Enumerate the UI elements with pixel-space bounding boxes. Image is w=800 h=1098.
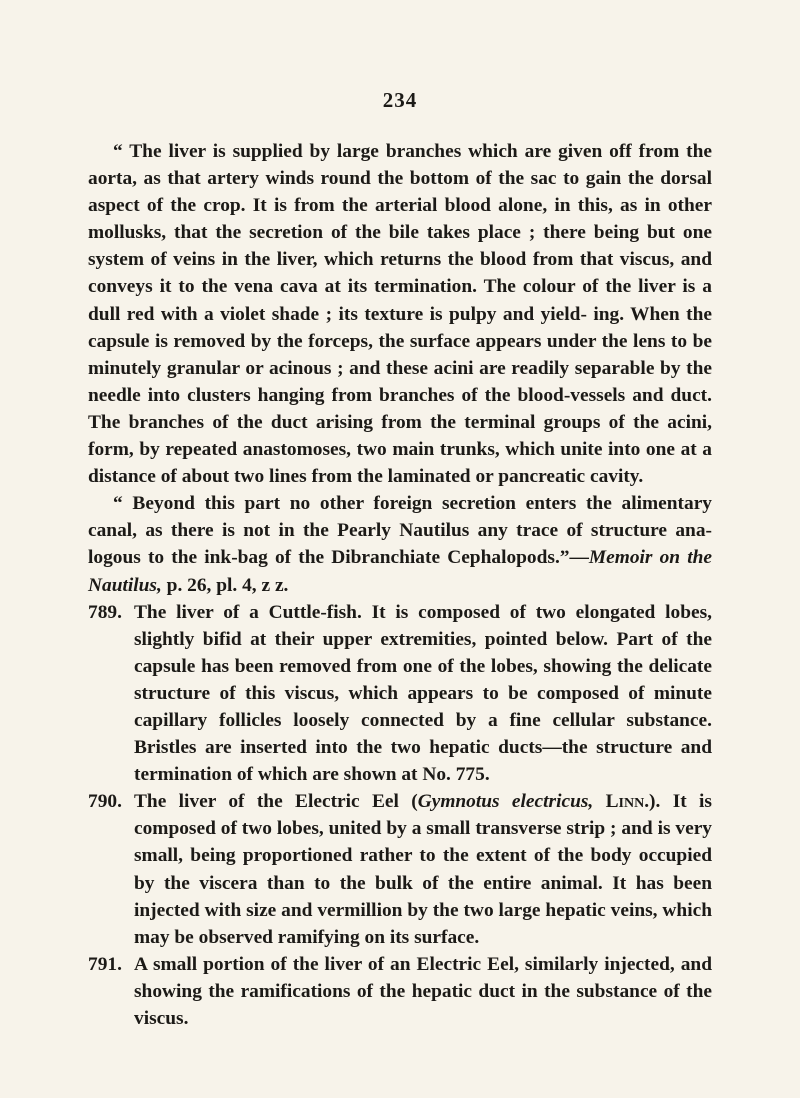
quote-paragraph-secretion (88, 490, 712, 598)
species-name: Gymnotus electricus, (417, 791, 594, 813)
species-author: Linn. (593, 791, 650, 813)
entry-789 (88, 599, 712, 789)
memoir-citation: Memoir on the Nautilus, (88, 547, 712, 596)
entry-text-before: The liver of the Electric Eel ( (134, 791, 418, 813)
entry-number: 790. (88, 791, 122, 813)
body-text (88, 138, 712, 1032)
page-number: 234 (382, 88, 418, 112)
entry-number: 789. (88, 601, 122, 623)
entry-text: A small portion of the liver of an Electric Eel, similarly injected, and showing the ramifications of the hepatic duct in the substance of the viscus. (134, 953, 712, 1029)
entry-text: The liver of a Cuttle-fish. It is composed of two elongated lobes, slightly bifid at their upper extremities, pointed below. Part of the capsule has been removed from one of the lobes, showing the delicate structure of this viscus, which appears to be composed of minute capillary follicles loosely connected by a fine cellular substance. Bristles are inserted into the two hepatic ducts—the structure and termination of which are shown at No. 775. (134, 601, 712, 786)
quote-text: “ Beyond this part no other foreign secretion enters the alimentary canal, as there is not in the Pearly Nautilus any trace of structure ana- logous to the ink-bag of the Dibranchiate Cephalopods.”— (88, 493, 712, 569)
entry-791 (88, 951, 712, 1032)
entry-number: 791. (88, 953, 122, 975)
entry-text-after: ). It is composed of two lobes, united by a small transverse strip ; and is very small, being proportioned rather to the extent of the body occupied by the viscera than to the bulk of the entire animal. It has been injected with size and vermillion by the two large hepatic veins, which may be observed ramifying on its surface. (134, 791, 712, 948)
entry-790 (88, 788, 712, 951)
quote-paragraph-liver: “ The liver is supplied by large branches which are given off from the aorta, as that artery winds round the bottom of the sac to gain the dorsal aspect of the crop. It is from the arterial blood alone, in this, as in other mollusks, that the secretion of the bile takes place ; there being but one system of veins in the liver, which returns the blood from that viscus, and conveys it to the vena cava at its termination. The colour of the liver is a dull red with a violet shade ; its texture is pulpy and yield- ing. When the capsule is removed by the forceps, the surface appears under the lens to be minutely granular or acinous ; and these acini are readily separable by the needle into clusters hanging from branches of the blood-vessels and duct. The branches of the duct arising from the terminal groups of the acini, form, by repeated anastomoses, two main trunks, which unite into one at a distance of about two lines from the laminated or pancreatic cavity. (88, 141, 712, 488)
citation-reference: p. 26, pl. 4, z z. (161, 574, 289, 596)
